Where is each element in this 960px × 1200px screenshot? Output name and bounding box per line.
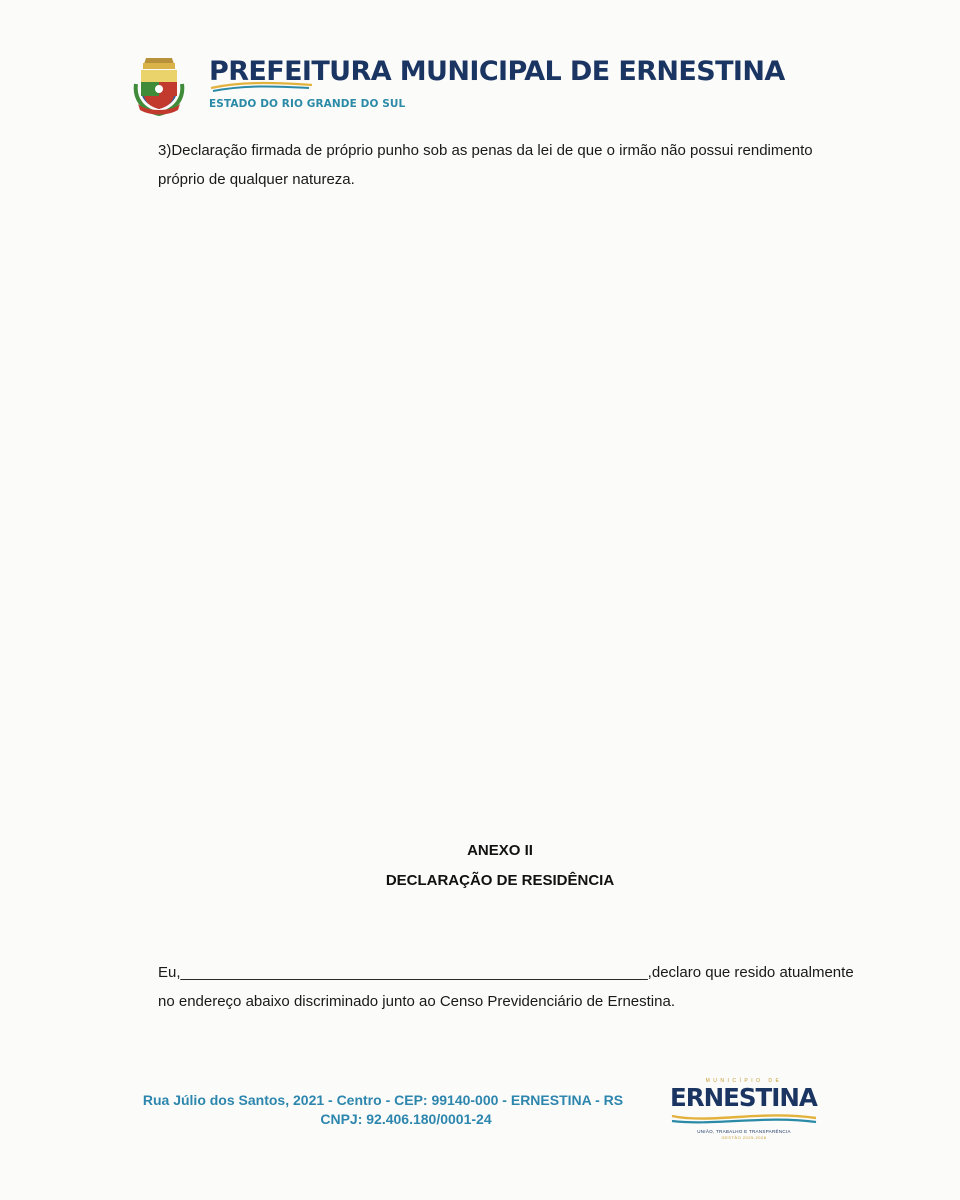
header-subtitle: ESTADO DO RIO GRANDE DO SUL (209, 98, 406, 110)
footer-address: Rua Júlio dos Santos, 2021 - Centro - CEP: 99140-000 - ERNESTINA - RS (142, 1092, 624, 1108)
municipality-brand-logo (668, 1078, 820, 1142)
header-title: PREFEITURA MUNICIPAL DE ERNESTINA (209, 56, 785, 87)
header-swoosh-decoration (209, 80, 314, 94)
logo-period: GESTÃO 2025-2028 (721, 1135, 767, 1140)
declaration-text-rest: no endereço abaixo discriminado junto ao Censo Previdenciário de Ernestina. (158, 993, 675, 1010)
annex-subtitle: DECLARAÇÃO DE RESIDÊNCIA (385, 872, 615, 889)
residence-declaration (158, 958, 854, 1016)
logo-top-text: MUNICÍPIO DE (705, 1078, 783, 1084)
logo-slogan: UNIÃO, TRABALHO E TRANSPARÊNCIA (697, 1129, 791, 1134)
logo-wave-decoration (670, 1112, 818, 1126)
declaration-first-line (158, 958, 854, 987)
logo-name: ERNESTINA (670, 1083, 817, 1112)
annex-title: ANEXO II (467, 842, 533, 859)
declaration-text-mid: declaro que resido atualmente (651, 964, 854, 981)
footer-cnpj: CNPJ: 92.406.180/0001-24 (320, 1111, 492, 1127)
coat-of-arms-logo (132, 54, 186, 116)
requirement-item-3: 3)Declaração firmada de próprio punho sob as penas da lei de que o irmão não possui rendimento próprio de qualquer natureza. (158, 142, 813, 188)
declaration-name-blank: Eu,________________________________________________________, (158, 964, 652, 981)
